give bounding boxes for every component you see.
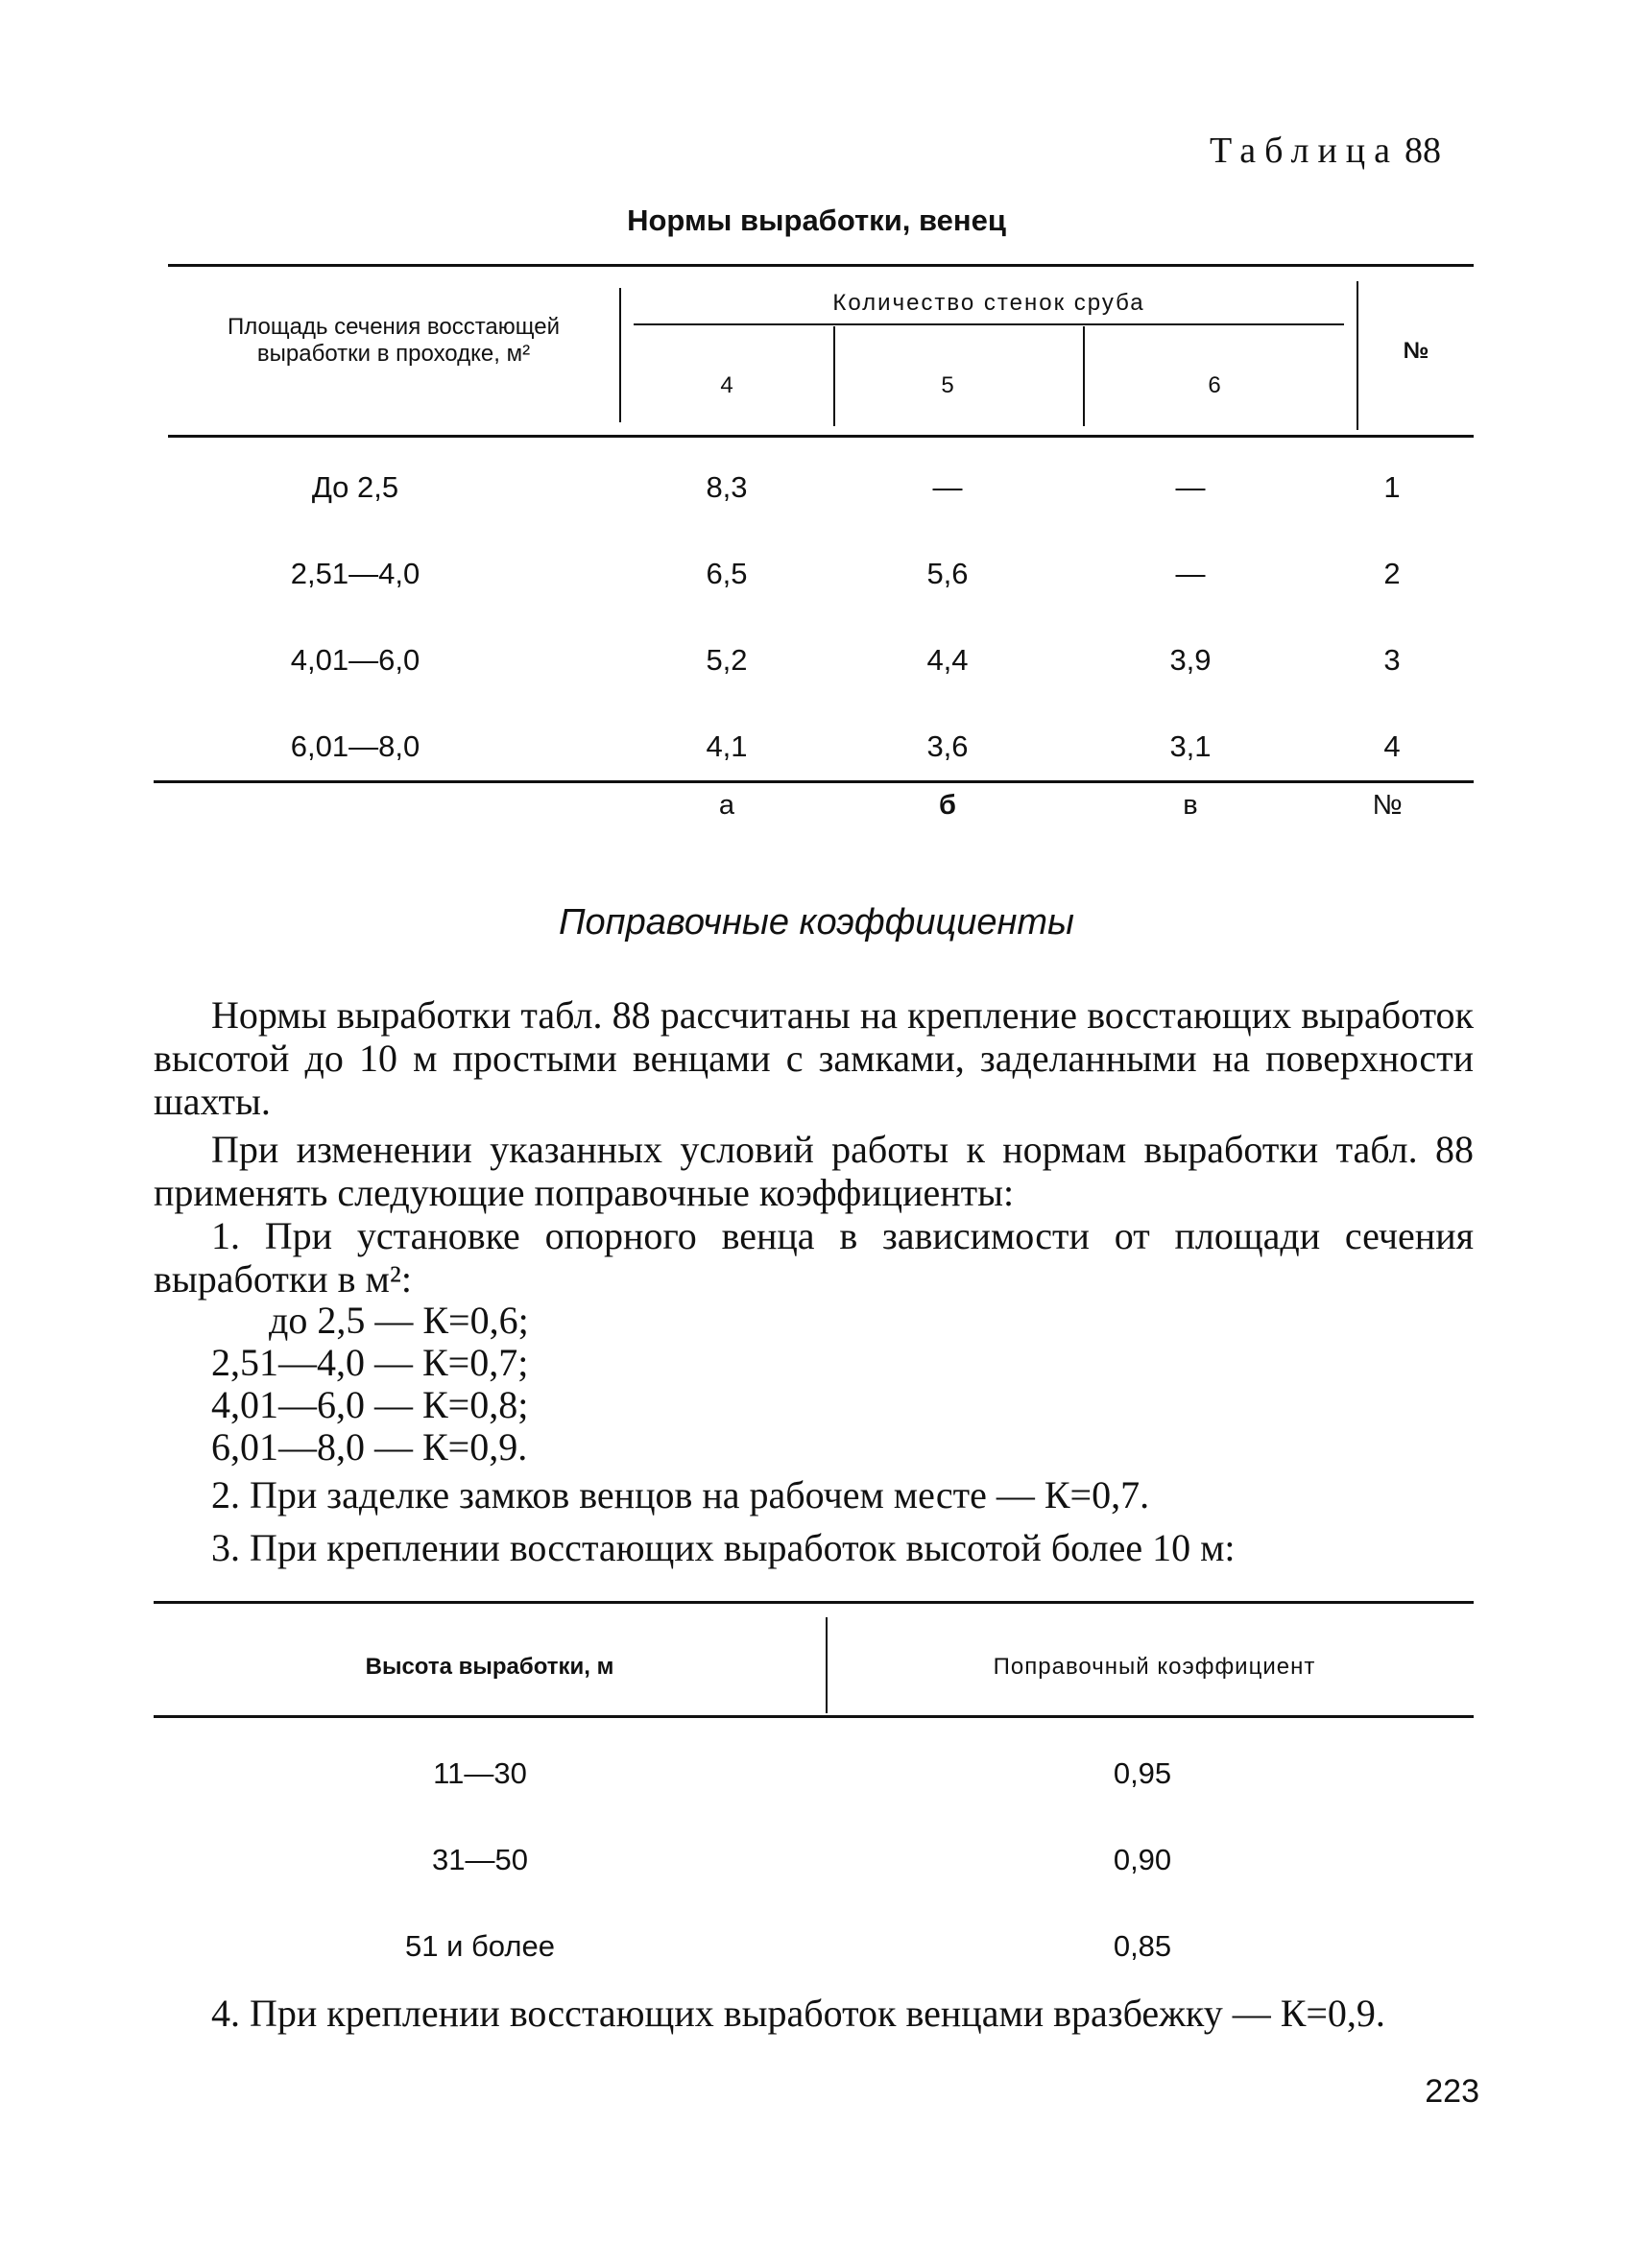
paragraph-5: 3. При креплении восстающих выработок высотой более 10 м: (211, 1526, 1236, 1569)
table-cell-v4: 8,3 (706, 470, 748, 504)
table-row-area: 6,01—8,0 (290, 729, 420, 763)
sub-header-4: 4 (720, 372, 733, 398)
table-label-text: Таблица (1209, 131, 1399, 171)
table-cell-v6: 3,1 (1169, 729, 1212, 763)
list-item: 2,51—4,0 — К=0,7; (211, 1341, 529, 1384)
table-cell-v4: 5,2 (706, 643, 748, 677)
footer-label-a: а (718, 790, 735, 821)
sub-header-6: 6 (1208, 372, 1221, 398)
list-item: 6,01—8,0 — К=0,9. (211, 1425, 528, 1468)
page-number: 223 (1425, 2073, 1479, 2110)
sub-header-5: 5 (941, 372, 954, 398)
table2-divider (826, 1617, 828, 1713)
table-top-rule (168, 264, 1474, 267)
table-label (1210, 130, 1441, 172)
table2-top-rule (154, 1601, 1474, 1604)
list-item: до 2,5 — К=0,6; (269, 1299, 529, 1342)
footer-label-v: в (1183, 790, 1198, 821)
table-cell-v6: 3,9 (1169, 643, 1212, 677)
table-cell-height: 51 и более (405, 1929, 555, 1963)
coef-column-header: Поправочный коэффициент (993, 1654, 1316, 1680)
table-cell-coef: 0,95 (1113, 1756, 1172, 1790)
no-column-header: № (1403, 338, 1429, 364)
paragraph-4: 2. При заделке замков венцов на рабочем месте — К=0,7. (211, 1473, 1150, 1516)
walls-column-header: Количество стенок сруба (832, 290, 1145, 316)
table-cell-v4: 6,5 (706, 557, 748, 590)
footer-label-no: № (1372, 790, 1403, 821)
header-divider-3 (1083, 326, 1085, 426)
walls-header-rule (634, 323, 1344, 325)
table-cell-v6: — (1175, 470, 1206, 504)
footer-label-b: б (939, 790, 956, 821)
paragraph-6: 4. При креплении восстающих выработок венцами вразбежку — К=0,9. (211, 1992, 1385, 2035)
table-cell-coef: 0,90 (1113, 1843, 1172, 1876)
table2-header-rule (154, 1715, 1474, 1718)
table-row-area: 2,51—4,0 (290, 557, 420, 590)
table-cell-height: 31—50 (432, 1843, 528, 1876)
table-cell-coef: 0,85 (1113, 1929, 1172, 1963)
table-cell-v5: 5,6 (926, 557, 969, 590)
area-column-header: Площадь сечения восстающей выработки в проходке, м² (228, 314, 560, 367)
table-cell-height: 11—30 (433, 1756, 527, 1790)
table-cell-v4: 4,1 (706, 729, 748, 763)
section-title: Поправочные коэффициенты (559, 902, 1074, 943)
paragraph-3: 1. При установке опорного венца в зависимости от площади сечения выработки в м²: (154, 1214, 1474, 1301)
table-cell-no: 4 (1383, 729, 1401, 763)
table-bottom-rule (154, 780, 1474, 783)
table-cell-v5: 4,4 (926, 643, 969, 677)
header-divider-2 (833, 326, 835, 426)
list-item: 4,01—6,0 — К=0,8; (211, 1383, 529, 1426)
height-column-header: Высота выработки, м (365, 1654, 614, 1680)
table-cell-v6: — (1175, 557, 1206, 590)
table-row-area: До 2,5 (311, 470, 399, 504)
header-divider-1 (619, 288, 621, 422)
table-number: 88 (1405, 131, 1441, 171)
paragraph-2: При изменении указанных условий работы к нормам выработки табл. 88 применять следующие поправочные коэффициенты: (154, 1128, 1474, 1214)
table-cell-no: 3 (1383, 643, 1401, 677)
table-cell-v5: 3,6 (926, 729, 969, 763)
table-cell-v5: — (932, 470, 963, 504)
table-title: Нормы выработки, венец (627, 203, 1006, 237)
table-row-area: 4,01—6,0 (290, 643, 420, 677)
table-cell-no: 2 (1383, 557, 1401, 590)
paragraph-1: Нормы выработки табл. 88 рассчитаны на крепление восстающих выработок высотой до 10 м простыми венцами с замками, заделанными на поверхности шахты. (154, 993, 1474, 1123)
header-bottom-rule (168, 435, 1474, 438)
table-cell-no: 1 (1383, 470, 1401, 504)
